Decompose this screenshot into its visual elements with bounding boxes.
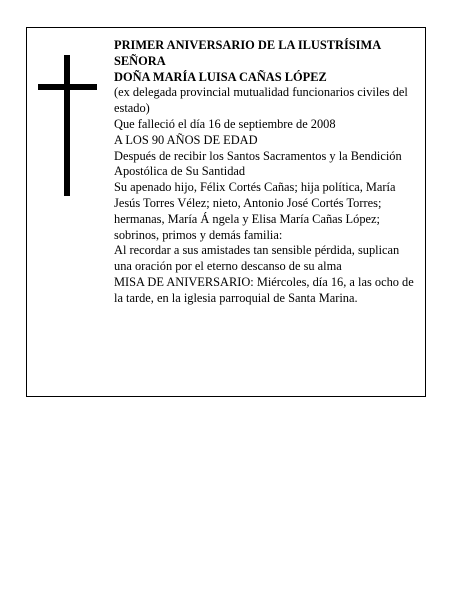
former-position: (ex delegada provincial mutualidad funcionarios civiles del estado) [114, 85, 408, 116]
anniversary-mass-info: MISA DE ANIVERSARIO: Miércoles, día 16, a las ocho de la tarde, en la iglesia parroquial de Santa Marina. [114, 274, 414, 305]
age-at-death: A LOS 90 AÑOS DE EDAD [114, 132, 258, 147]
death-date: Que falleció el día 16 de septiembre de 2008 [114, 116, 336, 131]
anniversary-heading: PRIMER ANIVERSARIO DE LA ILUSTRÍSIMA SEÑORA [114, 38, 381, 68]
cross-vertical-bar [64, 55, 70, 196]
deceased-name: DOÑA MARÍA LUISA CAÑAS LÓPEZ [114, 69, 327, 84]
obituary-text [114, 38, 420, 307]
prayer-request: Al recordar a sus amistades tan sensible pérdida, suplican una oración por el eterno descanso de su alma [114, 243, 400, 274]
family-list: Su apenado hijo, Félix Cortés Cañas; hija política, María Jesús Torres Vélez; nieto, Antonio José Cortés Torres; hermanas, María Á ngela y Elisa María Cañas López; sobrinos, primos y demás familia: [114, 180, 396, 242]
cross-horizontal-bar [38, 84, 97, 90]
sacraments-text: Después de recibir los Santos Sacramentos y la Bendición Apostólica de Su Santidad [114, 148, 402, 179]
